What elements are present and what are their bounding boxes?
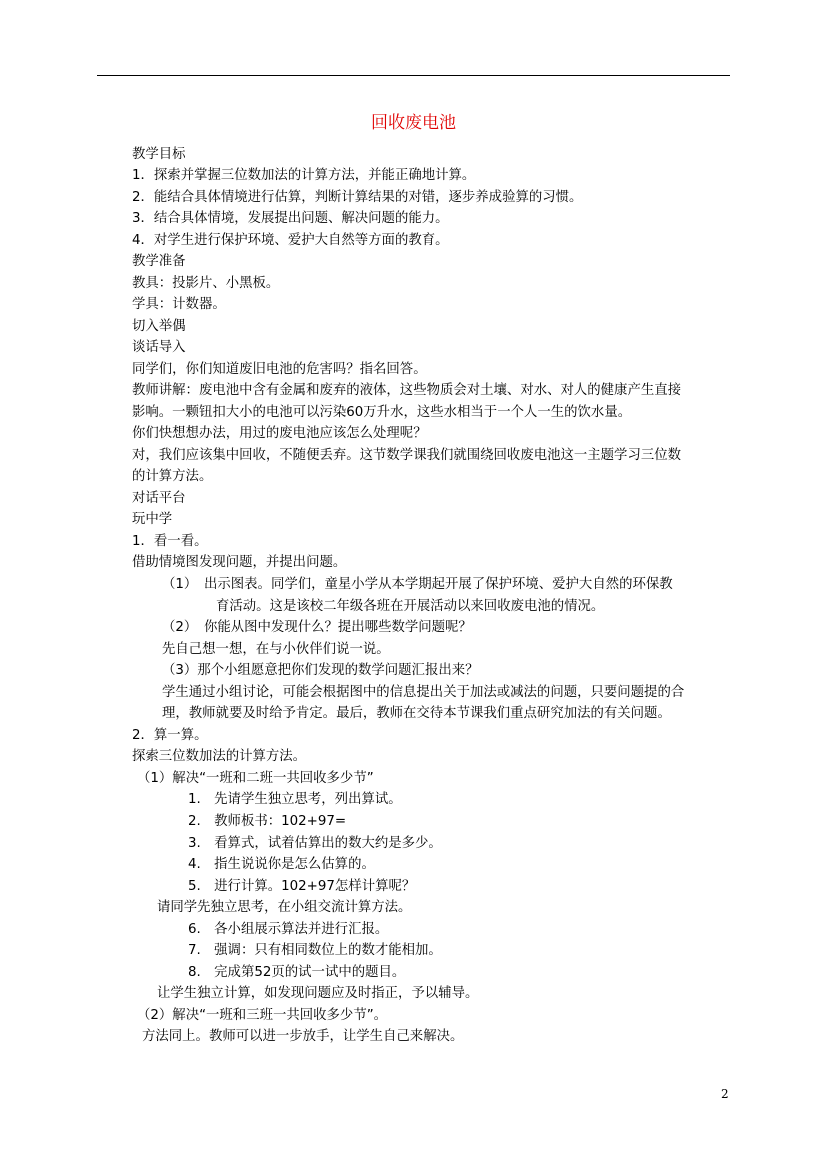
text-line: 学具：计数器。	[132, 297, 226, 312]
text-line: 2．能结合具体情境进行估算，判断计算结果的对错，逐步养成验算的习惯。	[132, 190, 583, 205]
text-line: 3. 看算式，试着估算出的数大约是多少。	[188, 836, 442, 851]
header-rule	[97, 75, 730, 76]
text-line: 4．对学生进行保护环境、爱护大自然等方面的教育。	[132, 233, 449, 248]
text-line: 理，教师就要及时给予肯定。最后，教师在交待本节课我们重点研究加法的有关问题。	[162, 706, 671, 721]
text-line: 教学准备	[132, 254, 186, 269]
text-line: 借助情境图发现问题，并提出问题。	[132, 555, 347, 570]
text-line: 6. 各小组展示算法并进行汇报。	[188, 922, 389, 937]
text-line: 8. 完成第52页的试一试中的题目。	[188, 965, 406, 980]
text-line: 对，我们应该集中回收，不随便丢弃。这节数学课我们就围绕回收废电池这一主题学习三位数	[132, 448, 682, 463]
text-line: 教学目标	[132, 147, 186, 162]
text-line: 学生通过小组讨论，可能会根据图中的信息提出关于加法或减法的问题，只要问题提的合	[162, 685, 685, 700]
document-title: 回收废电池	[371, 113, 456, 133]
text-line: 1．看一看。	[132, 534, 208, 549]
text-line: 对话平台	[132, 491, 186, 506]
text-line: 5. 进行计算。102+97怎样计算呢？	[188, 879, 416, 894]
text-line: 2. 教师板书：102+97=	[188, 814, 347, 829]
text-line: 1．探索并掌握三位数加法的计算方法，并能正确地计算。	[132, 168, 476, 183]
text-line: 方法同上。教师可以进一步放手，让学生自己来解决。	[142, 1029, 464, 1044]
text-line: （3）那个小组愿意把你们发现的数学问题汇报出来？	[162, 663, 479, 678]
text-line: 让学生独立计算，如发现问题应及时指正，予以辅导。	[157, 986, 479, 1001]
text-line: 的计算方法。	[132, 469, 213, 484]
text-line: 3．结合具体情境，发展提出问题、解决问题的能力。	[132, 211, 449, 226]
text-line: 影响。一颗钮扣大小的电池可以污染60万升水，这些水相当于一个人一生的饮水量。	[132, 405, 632, 420]
text-line: 7. 强调：只有相同数位上的数才能相加。	[188, 943, 442, 958]
text-line: 探索三位数加法的计算方法。	[132, 749, 307, 764]
text-line: （1） 出示图表。同学们，童星小学从本学期起开展了保护环境、爱护大自然的环保教	[162, 577, 673, 592]
text-line: 请同学先独立思考，在小组交流计算方法。	[157, 900, 412, 915]
text-line: 同学们，你们知道废旧电池的危害吗？指名回答。	[132, 362, 427, 377]
text-line: 切入举偶	[132, 319, 186, 334]
text-line: 2．算一算。	[132, 728, 208, 743]
text-line: 教具：投影片、小黑板。	[132, 276, 280, 291]
text-line: （1）解决“一班和二班一共回收多少节”	[137, 771, 374, 786]
text-line: 玩中学	[132, 512, 173, 527]
page-number: 2	[721, 1087, 729, 1101]
text-line: 谈话导入	[132, 340, 186, 355]
text-line: 4. 指生说说你是怎么估算的。	[188, 857, 375, 872]
text-line: 1. 先请学生独立思考，列出算试。	[188, 792, 402, 807]
text-line: （2）解决“一班和三班一共回收多少节”。	[137, 1008, 388, 1023]
text-line: 你们快想想办法，用过的废电池应该怎么处理呢？	[132, 426, 427, 441]
text-line: 教师讲解：废电池中含有金属和废弃的液体，这些物质会对土壤、对水、对人的健康产生直接	[132, 383, 682, 398]
text-line: 先自己想一想，在与小伙伴们说一说。	[162, 642, 390, 657]
text-line: （2） 你能从图中发现什么？提出哪些数学问题呢？	[162, 620, 472, 635]
text-line: 育活动。这是该校二年级各班在开展活动以来回收废电池的情况。	[216, 599, 605, 614]
